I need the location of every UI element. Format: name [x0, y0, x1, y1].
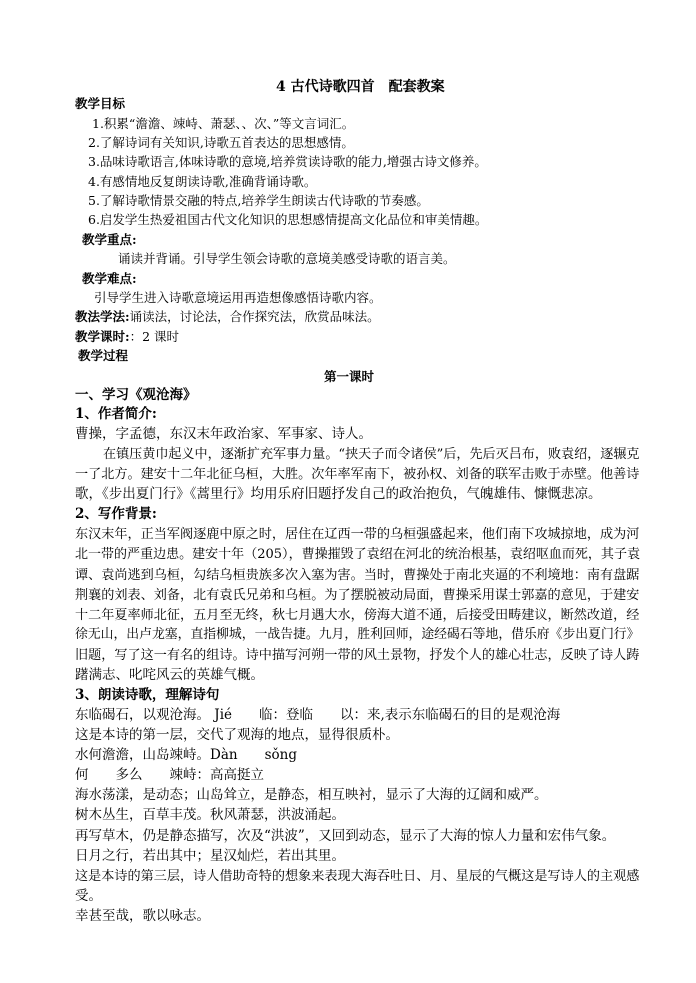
hours-line [75, 331, 179, 344]
background-paragraph-line: 旧题，写了这一有名的组诗。诗中描写河朔一带的风土景物，抒发个人的雄心壮志，反映了诗人踌 [75, 648, 640, 663]
reading-line: 东临碣石，以观沧海。 Jié 临：登临 以：来,表示东临碣石的目的是观沧海 [75, 707, 561, 723]
goal-item: 1.积累“澹澹、竦峙、萧瑟、、次、”等文言词汇。 [92, 116, 355, 131]
background-paragraph-line: 躇满志、叱咤风云的英雄气概。 [75, 667, 264, 683]
reading-line: 受。 [75, 888, 102, 904]
author-paragraph-line: 在镇压黄巾起义中，逐渐扩充军事力量。“挟天子而令诸侯”后，先后灭吕布，败袁绍，逐辗克 [103, 447, 640, 462]
reading-line: 水何澹澹，山岛竦峙。Dàn sǒng [75, 747, 297, 763]
background-heading: 2、写作背景: [75, 506, 157, 522]
document-title: 4 古代诗歌四首 配套教案 [276, 79, 445, 95]
background-paragraph-line: 东汉末年，正当军阀逐鹿中原之时，居住在辽西一带的乌桓强盛起来，他们南下攻城掠地，成为河 [75, 527, 640, 542]
reading-line: 幸甚至哉，歌以咏志。 [75, 908, 210, 924]
reading-line: 何 多么 竦峙：高高挺立 [75, 767, 264, 783]
section-heading: 一、学习《观沧海》 [75, 387, 197, 403]
goal-item: 2.了解诗词有关知识,诗歌五首表达的思想感情。 [88, 135, 354, 150]
goal-item: 5.了解诗歌情景交融的特点,培养学生朗读古代诗歌的节奏感。 [88, 193, 429, 208]
reading-line: 日月之行，若出其中；星汉灿烂，若出其里。 [75, 848, 345, 864]
background-paragraph-line: 北一带的严重边患。建安十年（205），曹操摧毁了袁绍在河北的统治根基，袁绍呕血而死，其子袁 [75, 547, 640, 562]
author-paragraph-line: 一了北方。建安十二年北征乌桓，大胜。次年率军南下，被孙权、刘备的联军击败于赤壁。他善诗 [75, 467, 640, 482]
methods-line [75, 311, 380, 324]
background-paragraph-line: 十二年夏率师北征，五月至无终，秋七月遇大水，傍海大道不通，后接受田畴建议，断然改道，经 [75, 608, 640, 623]
reading-line: 这是本诗的第三层，诗人借助奇特的想象来表现大海吞吐日、月、星辰的气概这是写诗人的主观感 [75, 869, 640, 884]
key-points-heading: 教学重点: [82, 232, 137, 247]
hours-heading: 教学课时: [75, 329, 130, 344]
goals-heading: 教学目标 [75, 96, 126, 111]
lesson-heading: 第一课时 [324, 369, 375, 384]
hours-text: ：2 课时 [129, 329, 180, 344]
process-heading: 教学过程 [78, 348, 129, 363]
author-heading: 1、作者简介: [75, 406, 157, 422]
goal-item: 3.品味诗歌语言,体味诗歌的意境,培养赏读诗歌的能力,增强古诗文修养。 [88, 154, 487, 169]
author-paragraph-line: 歌，《步出夏门行》《蒿里行》均用乐府旧题抒发自己的政治抱负，气魄雄伟、慷慨悲凉。 [75, 486, 602, 502]
methods-heading: 教法学法: [75, 309, 130, 324]
methods-text: 诵读法，讨论法，合作探究法，欣赏品味法。 [129, 309, 380, 324]
reading-heading: 3、朗读诗歌，理解诗句 [75, 687, 220, 703]
reading-line: 这是本诗的第一层，交代了观海的地点，显得很质朴。 [75, 727, 399, 743]
key-points-text: 诵读并背诵。引导学生领会诗歌的意境美感受诗歌的语言美。 [118, 251, 456, 266]
goal-item: 4.有感情地反复朗读诗歌,准确背诵诗歌。 [88, 174, 317, 189]
goal-item: 6.启发学生热爱祖国古代文化知识的思想感情提高文化品位和审美情趣。 [88, 212, 488, 227]
author-line: 曹操，字孟德，东汉末年政治家、军事家、诗人。 [75, 426, 372, 442]
background-paragraph-line: 徐无山，出卢龙塞，直指柳城，一战告捷。九月，胜利回师，途经碣石等地，借乐府《步出夏门行》 [75, 627, 640, 642]
reading-line: 海水荡漾，是动态；山岛耸立，是静态，相互映衬，显示了大海的辽阔和威严。 [75, 787, 548, 803]
difficulties-heading: 教学难点: [82, 271, 137, 286]
background-paragraph-line: 谭、袁尚逃到乌桓，勾结乌桓贵族多次入塞为害。当时，曹操处于南北夹逼的不利境地：南有盘踞 [75, 568, 640, 583]
background-paragraph-line: 荆襄的刘表、刘备，北有袁氏兄弟和乌桓。为了摆脱被动局面，曹操采用谋士郭嘉的意见，于建安 [75, 588, 640, 603]
reading-line: 树木丛生，百草丰茂。秋风萧瑟，洪波涌起。 [75, 807, 345, 823]
reading-line: 再写草木，仍是静态描写，次及“洪波”，又回到动态，显示了大海的惊人力量和宏伟气象。 [75, 828, 616, 844]
difficulties-text: 引导学生进入诗歌意境运用再造想像感悟诗歌内容。 [94, 290, 382, 305]
